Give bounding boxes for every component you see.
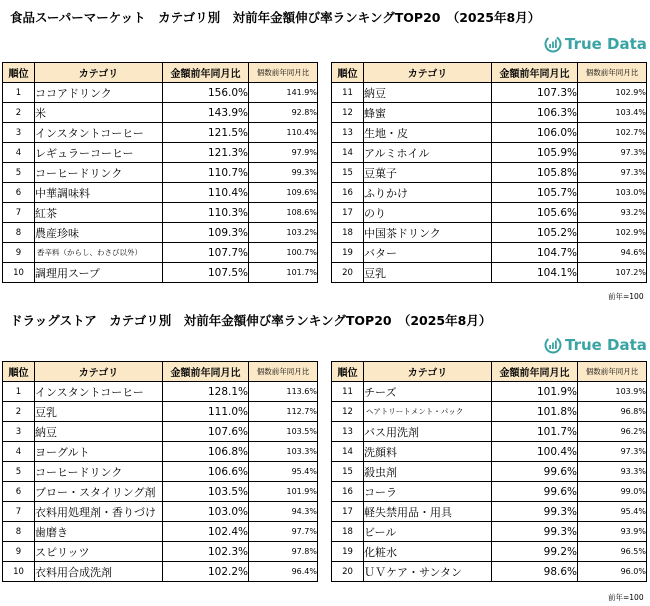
table-row [332, 123, 647, 143]
category-cell: 衣料用合成洗剤 [35, 562, 163, 582]
rank-cell: 7 [3, 502, 35, 522]
category-cell: インスタントコーヒー [35, 123, 163, 143]
category-cell: 香辛料（からし、わさび以外） [35, 243, 163, 263]
table-row [332, 263, 647, 283]
amount-yoy-cell: 156.0% [163, 83, 249, 103]
amount-yoy-cell: 102.2% [163, 562, 249, 582]
count-yoy-cell: 101.7% [249, 263, 318, 283]
table-row [3, 223, 318, 243]
amount-yoy-cell: 106.6% [163, 462, 249, 482]
table-row [3, 422, 318, 442]
amount-yoy-cell: 98.6% [492, 562, 578, 582]
header-count-yoy: 個数前年同月比 [249, 362, 318, 382]
drugstore-table-left [2, 361, 318, 582]
count-yoy-cell: 99.0% [578, 482, 647, 502]
category-cell: アルミホイル [364, 143, 492, 163]
count-yoy-cell: 93.2% [578, 203, 647, 223]
rank-cell: 5 [3, 163, 35, 183]
rank-cell: 13 [332, 123, 364, 143]
table-row [332, 203, 647, 223]
count-yoy-cell: 97.3% [578, 163, 647, 183]
table-row [3, 143, 318, 163]
amount-yoy-cell: 104.1% [492, 263, 578, 283]
header-amount-yoy: 金額前年同月比 [492, 362, 578, 382]
category-cell: ＵＶケア・サンタン [364, 562, 492, 582]
rank-cell: 7 [3, 203, 35, 223]
table-row [332, 422, 647, 442]
amount-yoy-cell: 105.2% [492, 223, 578, 243]
rank-cell: 10 [3, 263, 35, 283]
category-cell: ヨーグルト [35, 442, 163, 462]
header-rank: 順位 [332, 63, 364, 83]
category-cell: インスタントコーヒー [35, 382, 163, 402]
count-yoy-cell: 113.6% [249, 382, 318, 402]
category-cell: ヘアトリートメント・パック [364, 402, 492, 422]
header-rank: 順位 [332, 362, 364, 382]
rank-cell: 14 [332, 442, 364, 462]
rank-cell: 16 [332, 183, 364, 203]
amount-yoy-cell: 99.3% [492, 522, 578, 542]
rank-cell: 11 [332, 83, 364, 103]
category-cell: 歯磨き [35, 522, 163, 542]
table-row [332, 183, 647, 203]
count-yoy-cell: 103.0% [578, 183, 647, 203]
section-title-supermarket: 食品スーパーマーケット カテゴリ別 対前年金額伸び率ランキングTOP20 （2025年8月） [10, 10, 541, 25]
table-row [3, 442, 318, 462]
amount-yoy-cell: 106.3% [492, 103, 578, 123]
table-row [3, 382, 318, 402]
category-cell: 衣料用処理剤・香りづけ [35, 502, 163, 522]
true-data-logo [544, 35, 647, 53]
rank-cell: 18 [332, 223, 364, 243]
category-cell: ブロー・スタイリング剤 [35, 482, 163, 502]
category-cell: コーヒードリンク [35, 163, 163, 183]
rank-cell: 16 [332, 482, 364, 502]
count-yoy-cell: 93.9% [578, 522, 647, 542]
category-cell: 蜂蜜 [364, 103, 492, 123]
rank-cell: 20 [332, 562, 364, 582]
count-yoy-cell: 94.3% [249, 502, 318, 522]
header-count-yoy: 個数前年同月比 [578, 63, 647, 83]
supermarket-table-right [331, 62, 647, 283]
table-row [332, 402, 647, 422]
count-yoy-cell: 97.3% [578, 143, 647, 163]
count-yoy-cell: 97.3% [578, 442, 647, 462]
footnote-base-year: 前年=100 [608, 292, 644, 301]
rank-cell: 15 [332, 462, 364, 482]
rank-cell: 1 [3, 382, 35, 402]
true-data-logo-text: True Data [565, 336, 647, 354]
table-row [3, 402, 318, 422]
count-yoy-cell: 96.8% [578, 402, 647, 422]
count-yoy-cell: 100.7% [249, 243, 318, 263]
count-yoy-cell: 102.9% [578, 223, 647, 243]
rank-cell: 17 [332, 502, 364, 522]
category-cell: ビール [364, 522, 492, 542]
category-cell: ふりかけ [364, 183, 492, 203]
rank-cell: 2 [3, 402, 35, 422]
amount-yoy-cell: 111.0% [163, 402, 249, 422]
count-yoy-cell: 96.0% [578, 562, 647, 582]
category-cell: バス用洗剤 [364, 422, 492, 442]
category-cell: 農産珍味 [35, 223, 163, 243]
amount-yoy-cell: 105.6% [492, 203, 578, 223]
category-cell: コーラ [364, 482, 492, 502]
amount-yoy-cell: 121.3% [163, 143, 249, 163]
header-count-yoy: 個数前年同月比 [578, 362, 647, 382]
category-cell: チーズ [364, 382, 492, 402]
table-row [3, 243, 318, 263]
amount-yoy-cell: 107.5% [163, 263, 249, 283]
count-yoy-cell: 97.8% [249, 542, 318, 562]
amount-yoy-cell: 103.0% [163, 502, 249, 522]
count-yoy-cell: 99.3% [249, 163, 318, 183]
count-yoy-cell: 95.4% [249, 462, 318, 482]
amount-yoy-cell: 101.9% [492, 382, 578, 402]
header-rank: 順位 [3, 362, 35, 382]
category-cell: レギュラーコーヒー [35, 143, 163, 163]
count-yoy-cell: 102.7% [578, 123, 647, 143]
table-row [3, 123, 318, 143]
amount-yoy-cell: 103.5% [163, 482, 249, 502]
count-yoy-cell: 97.7% [249, 522, 318, 542]
rank-cell: 15 [332, 163, 364, 183]
header-category: カテゴリ [364, 362, 492, 382]
true-data-logo-icon [544, 336, 562, 354]
rank-cell: 9 [3, 542, 35, 562]
table-row [332, 522, 647, 542]
rank-cell: 1 [3, 83, 35, 103]
category-cell: コーヒードリンク [35, 462, 163, 482]
count-yoy-cell: 101.9% [249, 482, 318, 502]
rank-cell: 11 [332, 382, 364, 402]
count-yoy-cell: 96.2% [578, 422, 647, 442]
amount-yoy-cell: 106.0% [492, 123, 578, 143]
amount-yoy-cell: 110.7% [163, 163, 249, 183]
amount-yoy-cell: 107.6% [163, 422, 249, 442]
table-row [332, 482, 647, 502]
rank-cell: 12 [332, 103, 364, 123]
rank-cell: 5 [3, 462, 35, 482]
count-yoy-cell: 95.4% [578, 502, 647, 522]
category-cell: 紅茶 [35, 203, 163, 223]
count-yoy-cell: 107.2% [578, 263, 647, 283]
rank-cell: 8 [3, 223, 35, 243]
table-row [3, 103, 318, 123]
header-amount-yoy: 金額前年同月比 [492, 63, 578, 83]
amount-yoy-cell: 106.8% [163, 442, 249, 462]
table-row [332, 103, 647, 123]
rank-cell: 6 [3, 183, 35, 203]
category-cell: 中国茶ドリンク [364, 223, 492, 243]
count-yoy-cell: 141.9% [249, 83, 318, 103]
category-cell: 豆菓子 [364, 163, 492, 183]
category-cell: 中華調味料 [35, 183, 163, 203]
rank-cell: 3 [3, 422, 35, 442]
count-yoy-cell: 92.8% [249, 103, 318, 123]
rank-cell: 12 [332, 402, 364, 422]
count-yoy-cell: 112.7% [249, 402, 318, 422]
rank-cell: 2 [3, 103, 35, 123]
count-yoy-cell: 103.2% [249, 223, 318, 243]
table-row [3, 462, 318, 482]
count-yoy-cell: 109.6% [249, 183, 318, 203]
amount-yoy-cell: 101.7% [492, 422, 578, 442]
category-cell: 調理用スープ [35, 263, 163, 283]
category-cell: 豆乳 [35, 402, 163, 422]
amount-yoy-cell: 107.3% [492, 83, 578, 103]
true-data-logo-text: True Data [565, 35, 647, 53]
true-data-logo-icon [544, 35, 562, 53]
amount-yoy-cell: 99.3% [492, 502, 578, 522]
rank-cell: 4 [3, 442, 35, 462]
table-row [3, 263, 318, 283]
table-row [332, 562, 647, 582]
amount-yoy-cell: 128.1% [163, 382, 249, 402]
rank-cell: 17 [332, 203, 364, 223]
rank-cell: 19 [332, 542, 364, 562]
rank-cell: 19 [332, 243, 364, 263]
rank-cell: 8 [3, 522, 35, 542]
amount-yoy-cell: 100.4% [492, 442, 578, 462]
true-data-logo [544, 336, 647, 354]
amount-yoy-cell: 99.6% [492, 482, 578, 502]
category-cell: 米 [35, 103, 163, 123]
count-yoy-cell: 108.6% [249, 203, 318, 223]
amount-yoy-cell: 104.7% [492, 243, 578, 263]
header-amount-yoy: 金額前年同月比 [163, 63, 249, 83]
table-row [3, 203, 318, 223]
supermarket-table-left [2, 62, 318, 283]
count-yoy-cell: 96.4% [249, 562, 318, 582]
amount-yoy-cell: 99.2% [492, 542, 578, 562]
amount-yoy-cell: 99.6% [492, 462, 578, 482]
table-row [3, 163, 318, 183]
count-yoy-cell: 102.9% [578, 83, 647, 103]
amount-yoy-cell: 101.8% [492, 402, 578, 422]
rank-cell: 10 [3, 562, 35, 582]
count-yoy-cell: 103.4% [578, 103, 647, 123]
table-row [3, 562, 318, 582]
category-cell: のり [364, 203, 492, 223]
count-yoy-cell: 103.5% [249, 422, 318, 442]
table-row [332, 442, 647, 462]
amount-yoy-cell: 102.3% [163, 542, 249, 562]
count-yoy-cell: 94.6% [578, 243, 647, 263]
header-rank: 順位 [3, 63, 35, 83]
table-row [332, 83, 647, 103]
amount-yoy-cell: 105.8% [492, 163, 578, 183]
category-cell: 納豆 [35, 422, 163, 442]
rank-cell: 3 [3, 123, 35, 143]
section-title-drugstore: ドラッグストア カテゴリ別 対前年金額伸び率ランキングTOP20 （2025年8月） [10, 313, 492, 328]
category-cell: 軽失禁用品・用具 [364, 502, 492, 522]
rank-cell: 13 [332, 422, 364, 442]
category-cell: ココアドリンク [35, 83, 163, 103]
amount-yoy-cell: 109.3% [163, 223, 249, 243]
footnote-base-year: 前年=100 [608, 593, 644, 602]
table-row [332, 163, 647, 183]
table-row [3, 502, 318, 522]
rank-cell: 4 [3, 143, 35, 163]
category-cell: スピリッツ [35, 542, 163, 562]
count-yoy-cell: 103.9% [578, 382, 647, 402]
category-cell: 生地・皮 [364, 123, 492, 143]
category-cell: 化粧水 [364, 542, 492, 562]
header-count-yoy: 個数前年同月比 [249, 63, 318, 83]
table-row [3, 183, 318, 203]
amount-yoy-cell: 102.4% [163, 522, 249, 542]
category-cell: バター [364, 243, 492, 263]
amount-yoy-cell: 110.4% [163, 183, 249, 203]
category-cell: 殺虫剤 [364, 462, 492, 482]
amount-yoy-cell: 105.7% [492, 183, 578, 203]
rank-cell: 18 [332, 522, 364, 542]
amount-yoy-cell: 110.3% [163, 203, 249, 223]
drugstore-table-right [331, 361, 647, 582]
table-row [332, 542, 647, 562]
table-row [332, 223, 647, 243]
rank-cell: 9 [3, 243, 35, 263]
rank-cell: 14 [332, 143, 364, 163]
header-amount-yoy: 金額前年同月比 [163, 362, 249, 382]
table-row [3, 482, 318, 502]
table-row [332, 243, 647, 263]
table-row [3, 522, 318, 542]
count-yoy-cell: 97.9% [249, 143, 318, 163]
table-row [332, 382, 647, 402]
header-category: カテゴリ [35, 362, 163, 382]
amount-yoy-cell: 121.5% [163, 123, 249, 143]
table-row [332, 462, 647, 482]
count-yoy-cell: 110.4% [249, 123, 318, 143]
count-yoy-cell: 96.5% [578, 542, 647, 562]
header-category: カテゴリ [364, 63, 492, 83]
amount-yoy-cell: 107.7% [163, 243, 249, 263]
table-row [3, 83, 318, 103]
amount-yoy-cell: 143.9% [163, 103, 249, 123]
category-cell: 豆乳 [364, 263, 492, 283]
table-row [332, 143, 647, 163]
count-yoy-cell: 103.3% [249, 442, 318, 462]
rank-cell: 6 [3, 482, 35, 502]
amount-yoy-cell: 105.9% [492, 143, 578, 163]
table-row [3, 542, 318, 562]
table-row [332, 502, 647, 522]
count-yoy-cell: 93.3% [578, 462, 647, 482]
category-cell: 納豆 [364, 83, 492, 103]
category-cell: 洗顔料 [364, 442, 492, 462]
header-category: カテゴリ [35, 63, 163, 83]
rank-cell: 20 [332, 263, 364, 283]
